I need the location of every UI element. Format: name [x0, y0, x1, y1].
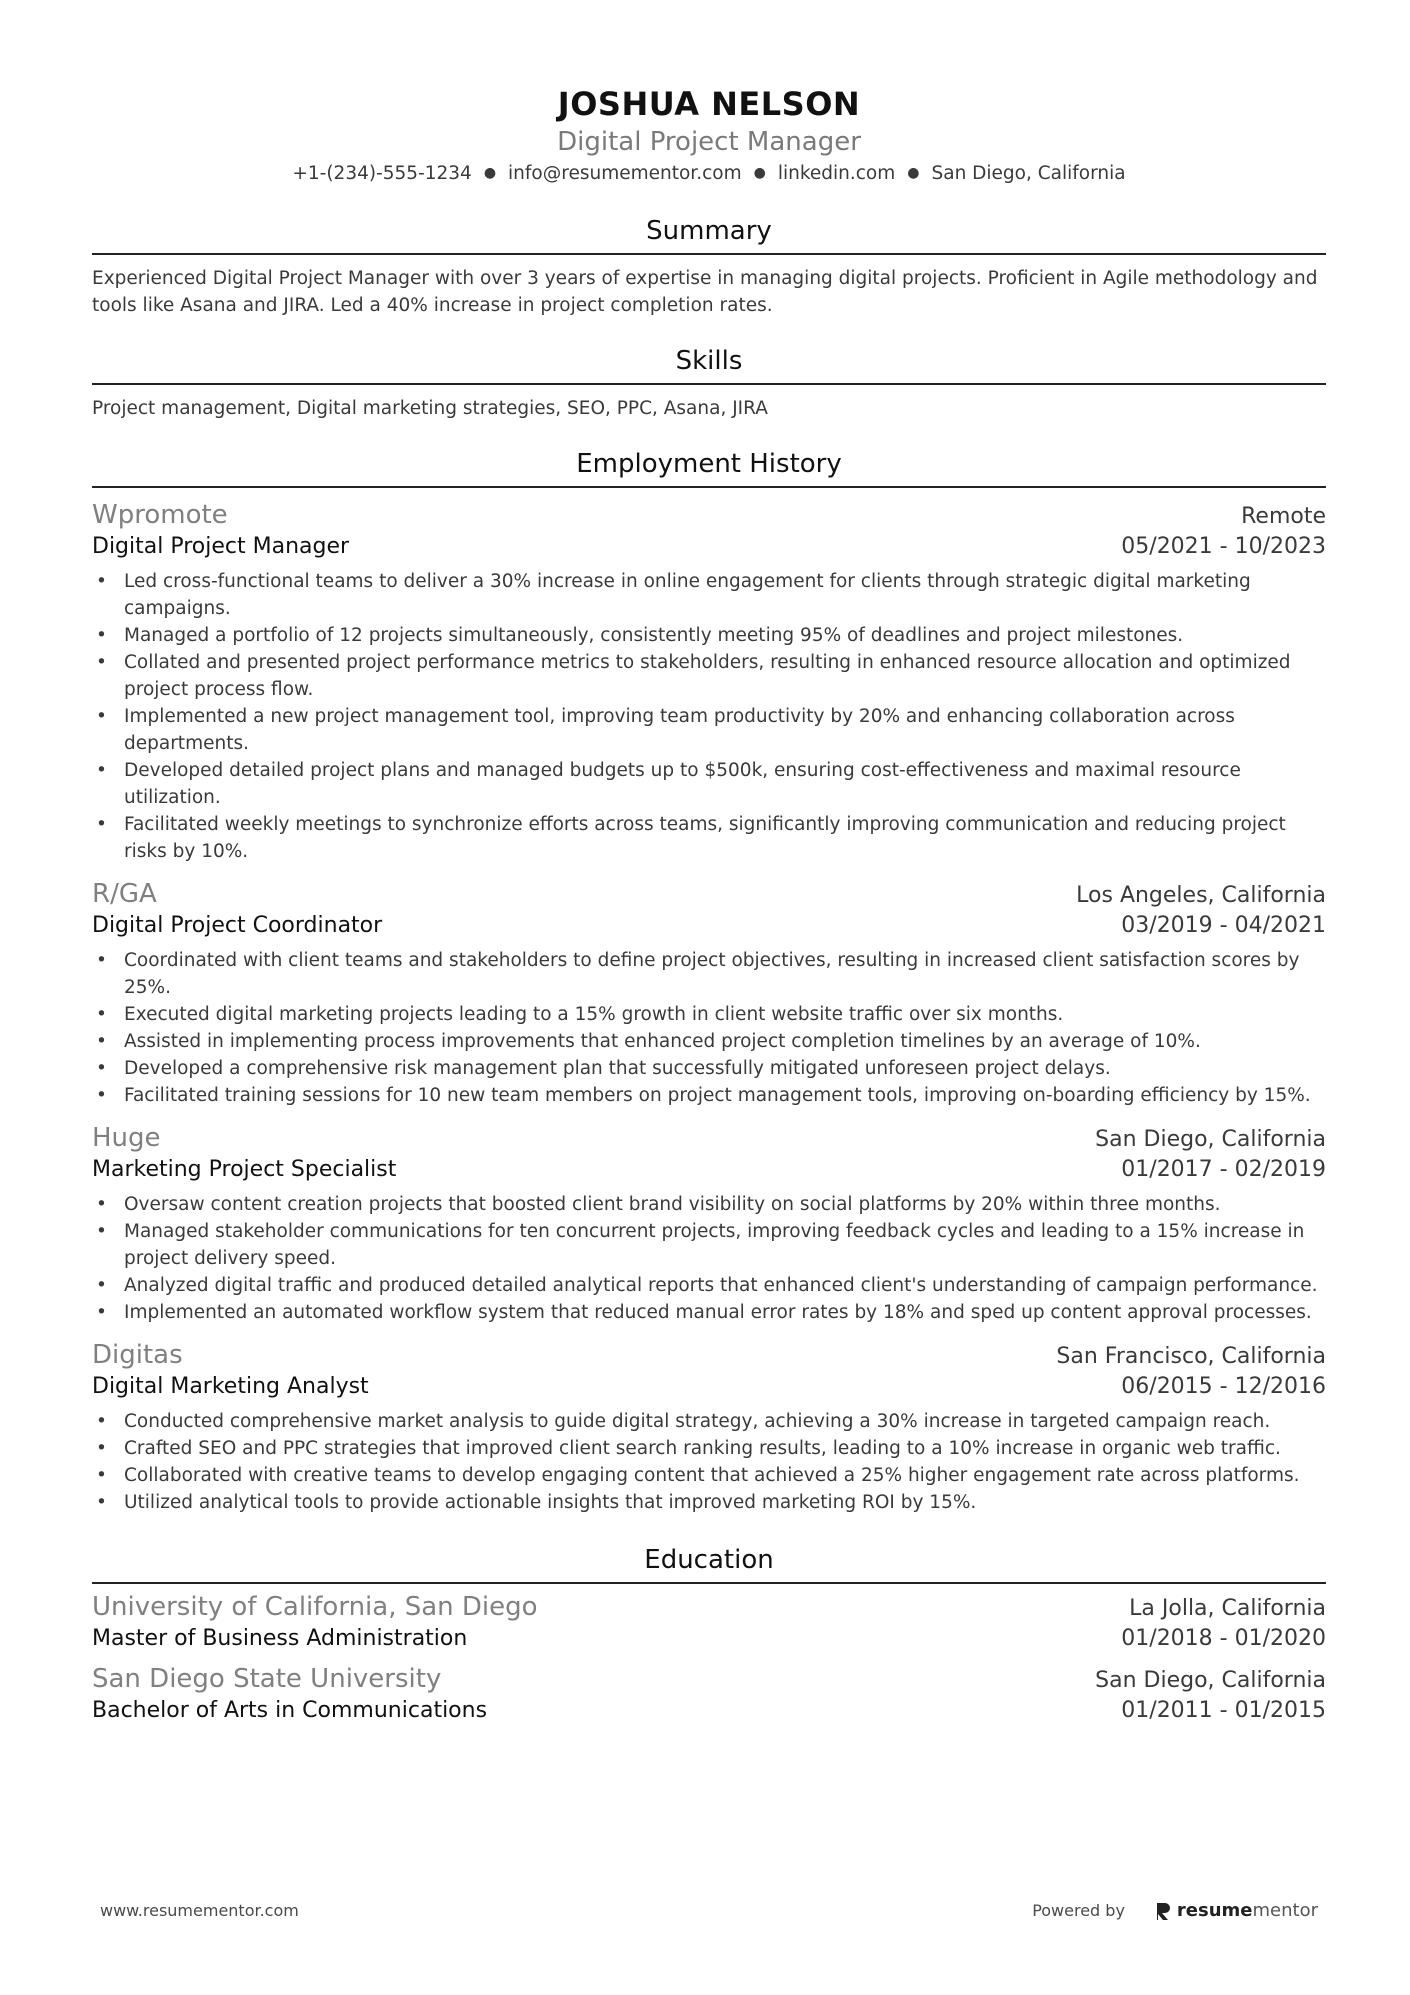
job-bullet-item: • Executed digital marketing projects leading to a 15% growth in client website traffic over six months.	[92, 1001, 1326, 1028]
summary-text: Experienced Digital Project Manager with over 3 years of expertise in managing digital projects. Proficient in Agile methodology and tools like Asana and JIRA. Led a 40% increase in project completion rates.	[92, 268, 1318, 316]
candidate-name: JOSHUA NELSON	[557, 85, 861, 123]
job-entry	[92, 498, 1326, 865]
footer-brand	[1032, 1900, 1318, 1921]
job-role-row	[92, 911, 1326, 941]
job-header-row	[92, 1338, 1326, 1372]
job-role: Digital Project Coordinator	[92, 913, 383, 938]
resume-page	[92, 80, 1326, 1726]
job-bullet-item: • Analyzed digital traffic and produced detailed analytical reports that enhanced client's understanding of campaign performance.	[92, 1272, 1326, 1299]
job-bullet-item: • Oversaw content creation projects that boosted client brand visibility on social platforms by 20% within three months.	[92, 1191, 1326, 1218]
education-list	[92, 1590, 1326, 1726]
job-bullet-item: • Managed stakeholder communications for ten concurrent projects, improving feedback cycles and leading to a 15% increase in project delivery speed.	[92, 1218, 1326, 1272]
education-dates: 01/2018 - 01/2020	[1121, 1626, 1326, 1651]
section-heading-education: Education	[92, 1542, 1326, 1584]
job-bullet-item: • Managed a portfolio of 12 projects simultaneously, consistently meeting 95% of deadlines and project milestones.	[92, 622, 1326, 649]
job-bullet-item: • Utilized analytical tools to provide actionable insights that improved marketing ROI by 15%.	[92, 1489, 1326, 1516]
job-bullets	[92, 947, 1326, 1109]
bullet-separator: ●	[483, 165, 497, 181]
education-degree-row	[92, 1696, 1326, 1726]
job-bullets	[92, 568, 1326, 865]
contact-line	[92, 158, 1326, 189]
job-bullet-item: • Developed a comprehensive risk management plan that successfully mitigated unforeseen project delays.	[92, 1055, 1326, 1082]
contact-email[interactable]: info@resumementor.com	[508, 163, 742, 184]
education-entry	[92, 1662, 1326, 1726]
candidate-title: Digital Project Manager	[557, 127, 861, 157]
job-bullets	[92, 1191, 1326, 1326]
education-location: San Diego, California	[1095, 1668, 1326, 1693]
job-entry	[92, 877, 1326, 1109]
job-bullet-item: • Collated and presented project performance metrics to stakeholders, resulting in enhanced resource allocation and optimized project process flow.	[92, 649, 1326, 703]
job-dates: 03/2019 - 04/2021	[1121, 913, 1326, 938]
job-bullet-item: • Implemented a new project management tool, improving team productivity by 20% and enhancing collaboration across departments.	[92, 703, 1326, 757]
job-bullet-item: • Developed detailed project plans and managed budgets up to $500k, ensuring cost-effectiveness and maximal resource utilization.	[92, 757, 1326, 811]
job-bullet-item: • Led cross-functional teams to deliver a 30% increase in online engagement for clients through strategic digital marketing campaigns.	[92, 568, 1326, 622]
section-heading-skills: Skills	[92, 343, 1326, 385]
education-location: La Jolla, California	[1129, 1596, 1326, 1621]
job-bullet-item: • Facilitated training sessions for 10 new team members on project management tools, improving on-boarding efficiency by 15%.	[92, 1082, 1326, 1109]
job-company: Huge	[92, 1123, 161, 1153]
job-bullet-item: • Crafted SEO and PPC strategies that improved client search ranking results, leading to a 10% increase in organic web traffic.	[92, 1435, 1326, 1462]
job-company: Digitas	[92, 1340, 183, 1370]
footer-website[interactable]: www.resumementor.com	[100, 1901, 299, 1920]
brand-name-bold: resume	[1176, 1900, 1253, 1921]
job-dates: 01/2017 - 02/2019	[1121, 1157, 1326, 1182]
job-entry	[92, 1121, 1326, 1326]
skills-text: Project management, Digital marketing strategies, SEO, PPC, Asana, JIRA	[92, 398, 768, 419]
page-footer	[100, 1900, 1318, 1921]
contact-linkedin[interactable]: linkedin.com	[777, 163, 896, 184]
job-header-row	[92, 877, 1326, 911]
education-header-row	[92, 1590, 1326, 1624]
job-role: Marketing Project Specialist	[92, 1157, 397, 1182]
education-header-row	[92, 1662, 1326, 1696]
resumementor-logo-icon	[1155, 1901, 1171, 1921]
bullet-separator: ●	[753, 165, 766, 181]
job-company: R/GA	[92, 879, 157, 909]
education-school: San Diego State University	[92, 1664, 442, 1694]
job-header-row	[92, 1121, 1326, 1155]
job-bullet-item: • Collaborated with creative teams to develop engaging content that achieved a 25% higher engagement rate across platforms.	[92, 1462, 1326, 1489]
job-role-row	[92, 1372, 1326, 1402]
section-heading-summary: Summary	[92, 213, 1326, 255]
job-role: Digital Project Manager	[92, 534, 350, 559]
job-role-row	[92, 532, 1326, 562]
job-location: San Diego, California	[1095, 1127, 1326, 1152]
job-location: Remote	[1241, 504, 1326, 529]
job-bullets	[92, 1408, 1326, 1516]
contact-location: San Diego, California	[931, 163, 1126, 184]
job-bullet-item: • Facilitated weekly meetings to synchronize efforts across teams, significantly improving communication and reducing project risks by 10%.	[92, 811, 1326, 865]
job-location: Los Angeles, California	[1076, 883, 1326, 908]
education-school: University of California, San Diego	[92, 1592, 538, 1622]
powered-by-label: Powered by	[1032, 1901, 1125, 1920]
education-degree-row	[92, 1624, 1326, 1654]
job-entry	[92, 1338, 1326, 1516]
job-role: Digital Marketing Analyst	[92, 1374, 369, 1399]
job-bullet-item: • Coordinated with client teams and stakeholders to define project objectives, resulting in increased client satisfaction scores by 25%.	[92, 947, 1326, 1001]
education-degree: Bachelor of Arts in Communications	[92, 1698, 488, 1723]
job-role-row	[92, 1155, 1326, 1185]
job-bullet-item: • Conducted comprehensive market analysis to guide digital strategy, achieving a 30% increase in targeted campaign reach.	[92, 1408, 1326, 1435]
education-degree: Master of Business Administration	[92, 1626, 468, 1651]
section-heading-employment: Employment History	[92, 446, 1326, 488]
job-location: San Francisco, California	[1056, 1344, 1326, 1369]
brand-name	[1177, 1900, 1318, 1921]
employment-list	[92, 498, 1326, 1516]
job-bullet-item: • Assisted in implementing process improvements that enhanced project completion timelines by an average of 10%.	[92, 1028, 1326, 1055]
job-bullet-item: • Implemented an automated workflow system that reduced manual error rates by 18% and sped up content approval processes.	[92, 1299, 1326, 1326]
contact-phone: +1-(234)-555-1234	[292, 163, 472, 184]
job-dates: 06/2015 - 12/2016	[1121, 1374, 1326, 1399]
job-dates: 05/2021 - 10/2023	[1121, 534, 1326, 559]
education-dates: 01/2011 - 01/2015	[1121, 1698, 1326, 1723]
job-header-row	[92, 498, 1326, 532]
job-company: Wpromote	[92, 500, 228, 530]
bullet-separator: ●	[907, 165, 920, 181]
education-entry	[92, 1590, 1326, 1654]
brand-name-light: mentor	[1252, 1900, 1318, 1921]
